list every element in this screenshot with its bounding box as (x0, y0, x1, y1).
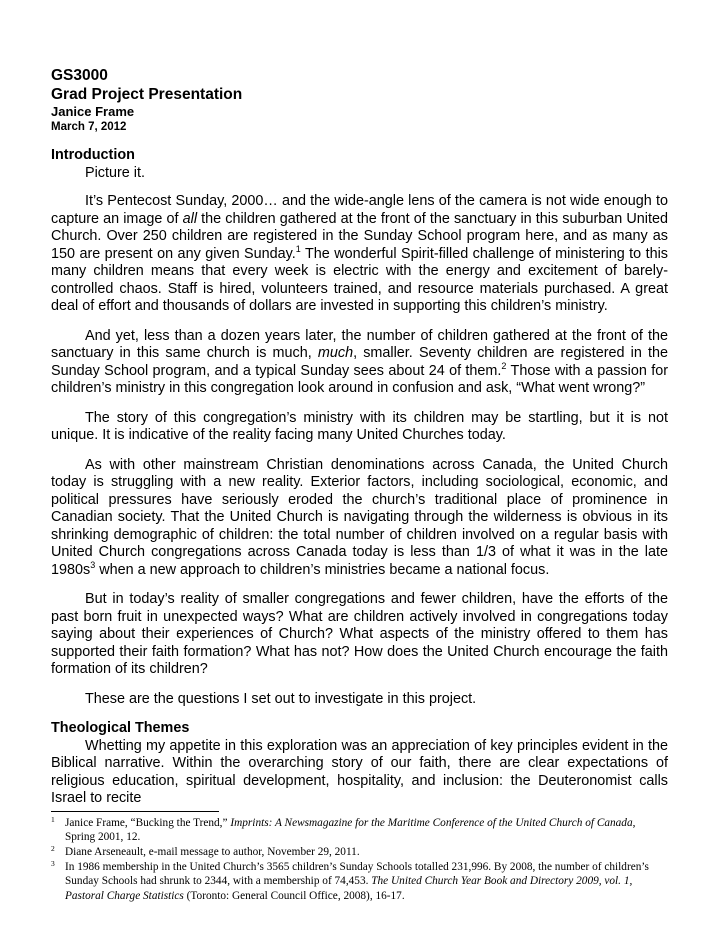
footnote-2: $^2$ Diane Arseneault, e-mail message to author, November 29, 2011. (51, 843, 360, 858)
footnote-ref-1: 1 (295, 243, 301, 254)
footnote-3: $^3$ In 1986 membership in the United Church’s 3565 children’s Sunday Schools totalled 231,996. By 2008, the number of children’s Sunday Schools had shrunk to 2344, with a membership of 74,453. The United Church Year Book and Directory 2009, vol. 1, Pastoral Charge Statistics (Toronto: General Council Office, 2008), 16-17. (51, 859, 649, 902)
section-heading-theological: Theological Themes (51, 720, 190, 736)
document-date: March 7, 2012 (51, 121, 127, 133)
author-name: Janice Frame (51, 104, 135, 119)
footnote-ref-2: 2 (501, 360, 507, 371)
intro-paragraph-6: These are the questions I set out to investigate in this project. (85, 690, 477, 707)
course-code: GS3000 (51, 67, 108, 84)
intro-paragraph-3: The story of this congregation’s ministry with its children may be startling, but it is not unique. It is indicative of the reality facing many United Churches today. (51, 409, 668, 443)
footnote-1: $^1$ Janice Frame, “Bucking the Trend,” Imprints: A Newsmagazine for the Maritime Conference of the United Church of Canada, Spring 2001, 12. (51, 814, 636, 843)
intro-paragraph-1: It’s Pentecost Sunday, 2000… and the wide-angle lens of the camera is not wide enough to capture an image of all the children gathered at the front of the sanctuary in this suburban United Church. Over 250 children are registered in the Sunday School program here, and as many as 150 are present on any given Sunday.$^1$ The wonderful Spirit-filled challenge of ministering to this many children means that every week is electric with the energy and excitement of barely-controlled chaos. Staff is hired, volunteers trained, and resource materials purchased. A great deal of effort and thousands of dollars are invested in supporting this children’s ministry. (51, 193, 668, 314)
document-title: Grad Project Presentation (51, 86, 243, 103)
intro-paragraph-2: And yet, less than a dozen years later, the number of children gathered at the front of the sanctuary in this same church is much, much, smaller. Seventy children are registered in the Sunday School program, and a typical Sunday sees about 24 of them.$^2$ Those with a passion for children’s ministry in this congregation look around in confusion and ask, “What went wrong?” (51, 327, 668, 396)
intro-paragraph-5: But in today’s reality of smaller congregations and fewer children, have the efforts of the past born fruit in unexpected ways? What are children actively involved in congregations today saying about their experiences of Church? What aspects of the ministry offered to them has supported their faith formation? What has not? How does the United Church encourage the faith formation of its children? (51, 591, 668, 677)
section-heading-introduction: Introduction (51, 147, 135, 163)
intro-paragraph-4: As with other mainstream Christian denominations across Canada, the United Church today is struggling with a new reality. Exterior factors, including sociological, economic, and political pressures have seriously eroded the church’s traditional place of prominence in Canadian society. That the United Church is navigating through the wilderness is obvious in its shrinking demographic of children: the total number of children involved on a regular basis with United Church congregations across Canada today is less than 1/3 of what it was in the late $1980s^3$ when a new approach to children’s ministries became a national focus. (51, 456, 668, 578)
theological-paragraph-1: Whetting my appetite in this exploration was an appreciation of key principles evident in the Biblical narrative. Within the overarching story of our faith, there are clear expectations of religious education, spiritual development, hospitality, and inclusion: the Deuteronomist calls Israel to recite (51, 737, 668, 806)
footnote-ref-3: 3 (90, 559, 96, 570)
intro-lead: Picture it. (85, 164, 145, 181)
footnote-divider (51, 811, 219, 812)
